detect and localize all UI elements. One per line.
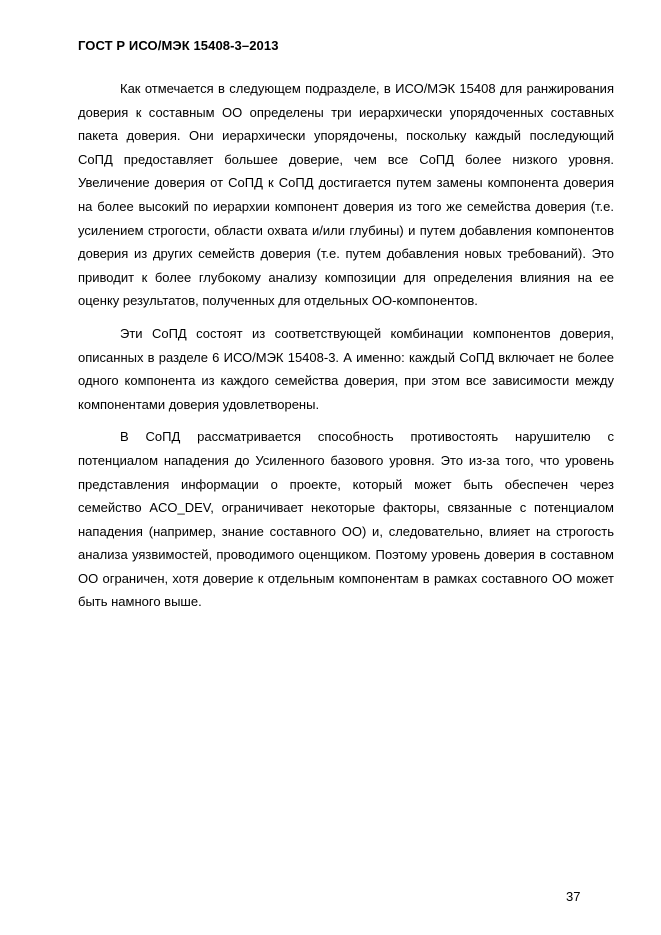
paragraph-2: Эти СоПД состоят из соответствующей комбинации компонентов доверия, описанных в разделе 6 ИСО/МЭК 15408-3. А именно: каждый СоПД включает не более одного компонента из каждого семейства доверия, при этом все зависимости между компонентами доверия удовлетворены. — [78, 325, 614, 412]
document-body — [78, 77, 614, 623]
paragraph-1: Как отмечается в следующем подразделе, в ИСО/МЭК 15408 для ранжирования доверия к составным ОО определены три иерархически упорядоченных составных пакета доверия. Они иерархически упорядочены, поскольку каждый последующий СоПД предоставляет большее доверие, чем все СоПД более низкого уровня. Увеличение доверия от СоПД к СоПД достигается путем замены компонента доверия на более высокий по иерархии компонент доверия из того же семейства доверия (т.е. усилением строгости, области охвата и/или глубины) и путем добавления компонентов доверия из других семейств доверия (т.е. путем добавления новых требований). Это приводит к более глубокому анализу композиции для определения влияния на ее оценку результатов, полученных для отдельных ОО-компонентов. — [78, 81, 614, 309]
page-number: 37 — [566, 889, 581, 904]
paragraph-3: В СоПД рассматривается способность противостоять нарушителю с потенциалом нападения до Усиленного базового уровня. Это из-за того, что уровень представления информации о проекте, который может быть обеспечен через семейство ACO_DEV, ограничивает некоторые факторы, связанные с потенциалом нападения (например, знание составного ОО) и, следовательно, влияет на строгость анализа уязвимостей, проводимого оценщиком. Поэтому уровень доверия в составном ОО ограничен, хотя доверие к отдельным компонентам в рамках составного ОО может быть намного выше. — [78, 429, 614, 610]
document-header-title: ГОСТ Р ИСО/МЭК 15408-3–2013 — [78, 38, 279, 53]
